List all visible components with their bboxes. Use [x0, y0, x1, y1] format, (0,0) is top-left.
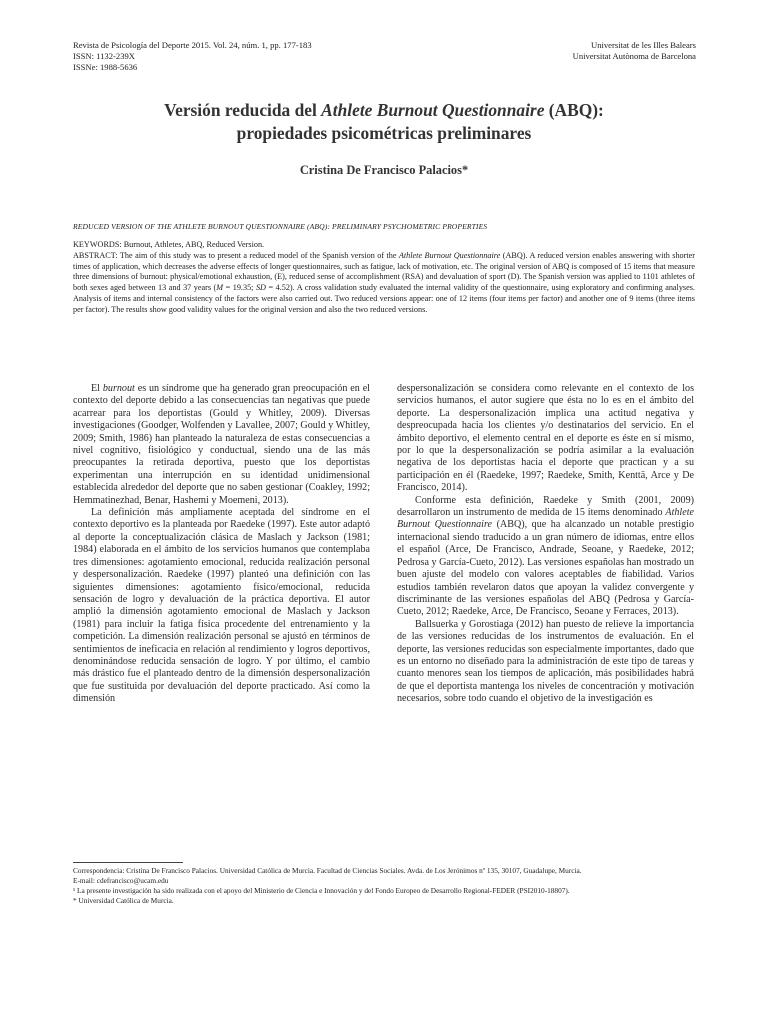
title-prefix: Versión reducida del	[164, 100, 322, 120]
abstract-text: = 19.35;	[223, 283, 256, 293]
footnotes	[73, 866, 695, 906]
body-column-left	[73, 383, 370, 706]
title-italic: Athlete Burnout Questionnaire	[321, 100, 545, 120]
paragraph-text: El	[91, 383, 103, 394]
keywords-text: Burnout, Athletes, ABQ, Reduced Version.	[121, 240, 265, 249]
paragraph: La definición más ampliamente aceptada del síndrome en el contexto deportivo es la planteada por Raedeke (1997). Este autor adaptó al deporte la conceptualización clásica de Maslach y Jackson (1981; 1984) elaborada en el ámbito de los servicios humanos que contemplaba tres dimensiones: agotamiento emocional, reducida realización personal y despersonalización. Raedeke (1997) planteó una definición con las siguientes dimensiones: agotamiento físico/emocional, reducida sensación de logro y devaluación de la práctica deportiva. El autor amplió la dimensión agotamiento emocional de Maslach y Jackson (1981) para incluir la fatiga física procedente del entrenamiento y la competición. La dimensión realización personal se ajustó en términos de sentimientos de ineficacia en relación al rendimiento y logros deportivos, denominándose reducida sensación de logro. Y por último, el cambio más drástico fue el planteado dentro de la dimensión despersonalización que fue sustituida por devaluación del deporte practicado. Así como la dimensión	[73, 507, 370, 705]
paragraph-text: Athlete Burnout Questionnaire	[397, 507, 694, 531]
journal-citation	[73, 40, 413, 73]
paragraph-text: burnout	[102, 383, 135, 394]
footnote-email: E-mail: cdefrancisco@ucam.edu	[73, 876, 169, 885]
abstract-label: ABSTRACT:	[73, 251, 118, 260]
english-title-part: REDUCED VERSION OF THE	[73, 222, 174, 231]
paragraph-text: Conforme esta definición, Raedeke y Smith (2001, 2009) desarrollaron un instrumento de medida de 15 ítems denominado	[397, 494, 694, 519]
issn-line: ISSN: 1132-239X	[73, 51, 135, 61]
keywords-label: KEYWORDS:	[73, 240, 122, 249]
footnote-divider	[73, 862, 183, 863]
journal-line: Revista de Psicología del Deporte 2015. Vol. 24, núm. 1, pp. 177-183	[73, 40, 312, 50]
abstract	[73, 251, 695, 315]
university-line: Universitat de les Illes Balears	[590, 40, 696, 50]
title-suffix: (ABQ):	[544, 100, 604, 120]
keywords	[73, 240, 695, 251]
abstract-text: = 4.52). A cross validation study evaluated the internal validity of the questionnaire, using exploratory and confirming analyses. Analysis of items and internal consistency of the factors were also carried out. Two reduced versions appear: one of 12 items (four items per factor) and another one of 9 items (three items per factor). The results show good validity values for the original version and also the two reduced versions.	[73, 283, 695, 314]
paragraph	[397, 495, 694, 619]
paragraph: despersonalización se considera como relevante en el contexto de los servicios humanos, el autor sugiere que ésta no lo es en el ámbito del deporte. La despersonalización implica una actitud negativa y despreocupada hacia los clientes y/o destinatarios del servicio. En el ámbito deportivo, el elemento central en el deporte es éste en sí mismo, por lo que la despersonalización se podría asimilar a la evaluación negativa de los deportistas hacia el deporte que practican y a su participación en él (Raedeke, 1997; Raedeke, Smith, Kenttä, Arce y De Francisco, 2014).	[397, 383, 694, 494]
english-title	[73, 222, 695, 231]
paragraph	[73, 383, 370, 507]
english-title-part: (ABQ): PRELIMINARY PSYCHOMETRIC PROPERTIES	[305, 222, 488, 231]
paragraph-text: es un síndrome que ha generado gran preocupación en el contexto del deporte debido a las consecuencias tan negativas que puede acarrear para los deportistas (Gould y Whitley, 2009). Diversas investigaciones (Goodger, Wolfenden y Lavallee, 2007; Gould y Whitley, 2009; Smith, 1986) han planteado la naturaleza de estas consecuencias a nivel cognitivo, fisiológico y conductual, siendo una de las más preocupantes la retirada deportiva, puesto que los deportistas experimentan una interrupción en su identidad unidimensional establecida alrededor del deporte que no saben gestionar (Coakley, 1992; Hemmatinezhad, Benar, Hashemi y Moemeni, 2013).	[73, 383, 370, 506]
body-column-right	[397, 383, 694, 706]
university-header	[396, 40, 696, 62]
english-title-part: ATHLETE BURNOUT QUESTIONNAIRE	[173, 222, 306, 231]
footnote-correspondence: Correspondencia: Cristina De Francisco Palacios. Universidad Católica de Murcia. Facultad de Ciencias Sociales. Avda. de Los Jerónimos nº 135, 30107, Guadalupe, Murcia.	[73, 866, 582, 875]
paper-title	[60, 99, 708, 145]
abstract-text: M	[216, 283, 224, 293]
abstract-text: (ABQ). A reduced version enables answering with shorter times of application, which decreases the adverse effects of longer questionnaires, such as fatigue, lack of motivation, etc. The original version of ABQ is composed of 15 items that measure three dimensions of burnout: physical/emotional exhaustion, (E), reduced sense of accomplishment (RSA) and devaluation of sport (D). The Spanish version was applied to 1101 athletes of both sexes aged between 13 and 37 years (	[73, 251, 695, 293]
abstract-text: SD	[255, 283, 266, 293]
abstract-text: Athlete Burnout Questionnaire	[398, 251, 501, 260]
paragraph-text: (ABQ), que ha alcanzado un notable prestigio internacional siendo traducido a un gran número de idiomas, entre ellos el español (Arce, De Francisco, Andrade, Seoane, y Raedeke, 2012; Pedrosa y García-Cueto, 2012). Las versiones españolas han mostrado un buen ajuste del modelo con valores aceptables de fiabilidad. Varios estudios también revelaron datos que apoyan la validez convergente y discriminante de las versiones españolas del ABQ (Pedrosa y García-Cueto, 2012; Raedeke, Arce, De Francisco, Seoane y Ferraces, 2013).	[397, 519, 694, 618]
university-line: Universitat Autònoma de Barcelona	[572, 51, 696, 61]
footnote-funding: ¹ La presente investigación ha sido realizada con el apoyo del Ministerio de Ciencia e Innovación y del Fondo Europeo de Desarrollo Regional-FEDER (PSI2010-18807).	[73, 886, 570, 895]
title-line2: propiedades psicométricas preliminares	[236, 123, 532, 143]
issne-line: ISSNe: 1988-5636	[73, 62, 138, 72]
paragraph: Ballsuerka y Gorostiaga (2012) han puesto de relieve la importancia de las versiones reducidas de los instrumentos de evaluación. En el deporte, las versiones reducidas son especialmente importantes, dado que es un entorno no diseñado para la administración de este tipo de tareas y cuanto menores sean los tiempos de aplicación, más posibilidades habrá de que el deportista mantenga los niveles de concentración y motivación necesarios, sobre todo cuando el objetivo de la investigación es	[397, 618, 694, 705]
footnote-affiliation: * Universidad Católica de Murcia.	[73, 896, 174, 905]
author-name: Cristina De Francisco Palacios*	[299, 163, 469, 177]
abstract-text: The aim of this study was to present a reduced model of the Spanish version of the	[117, 251, 399, 260]
